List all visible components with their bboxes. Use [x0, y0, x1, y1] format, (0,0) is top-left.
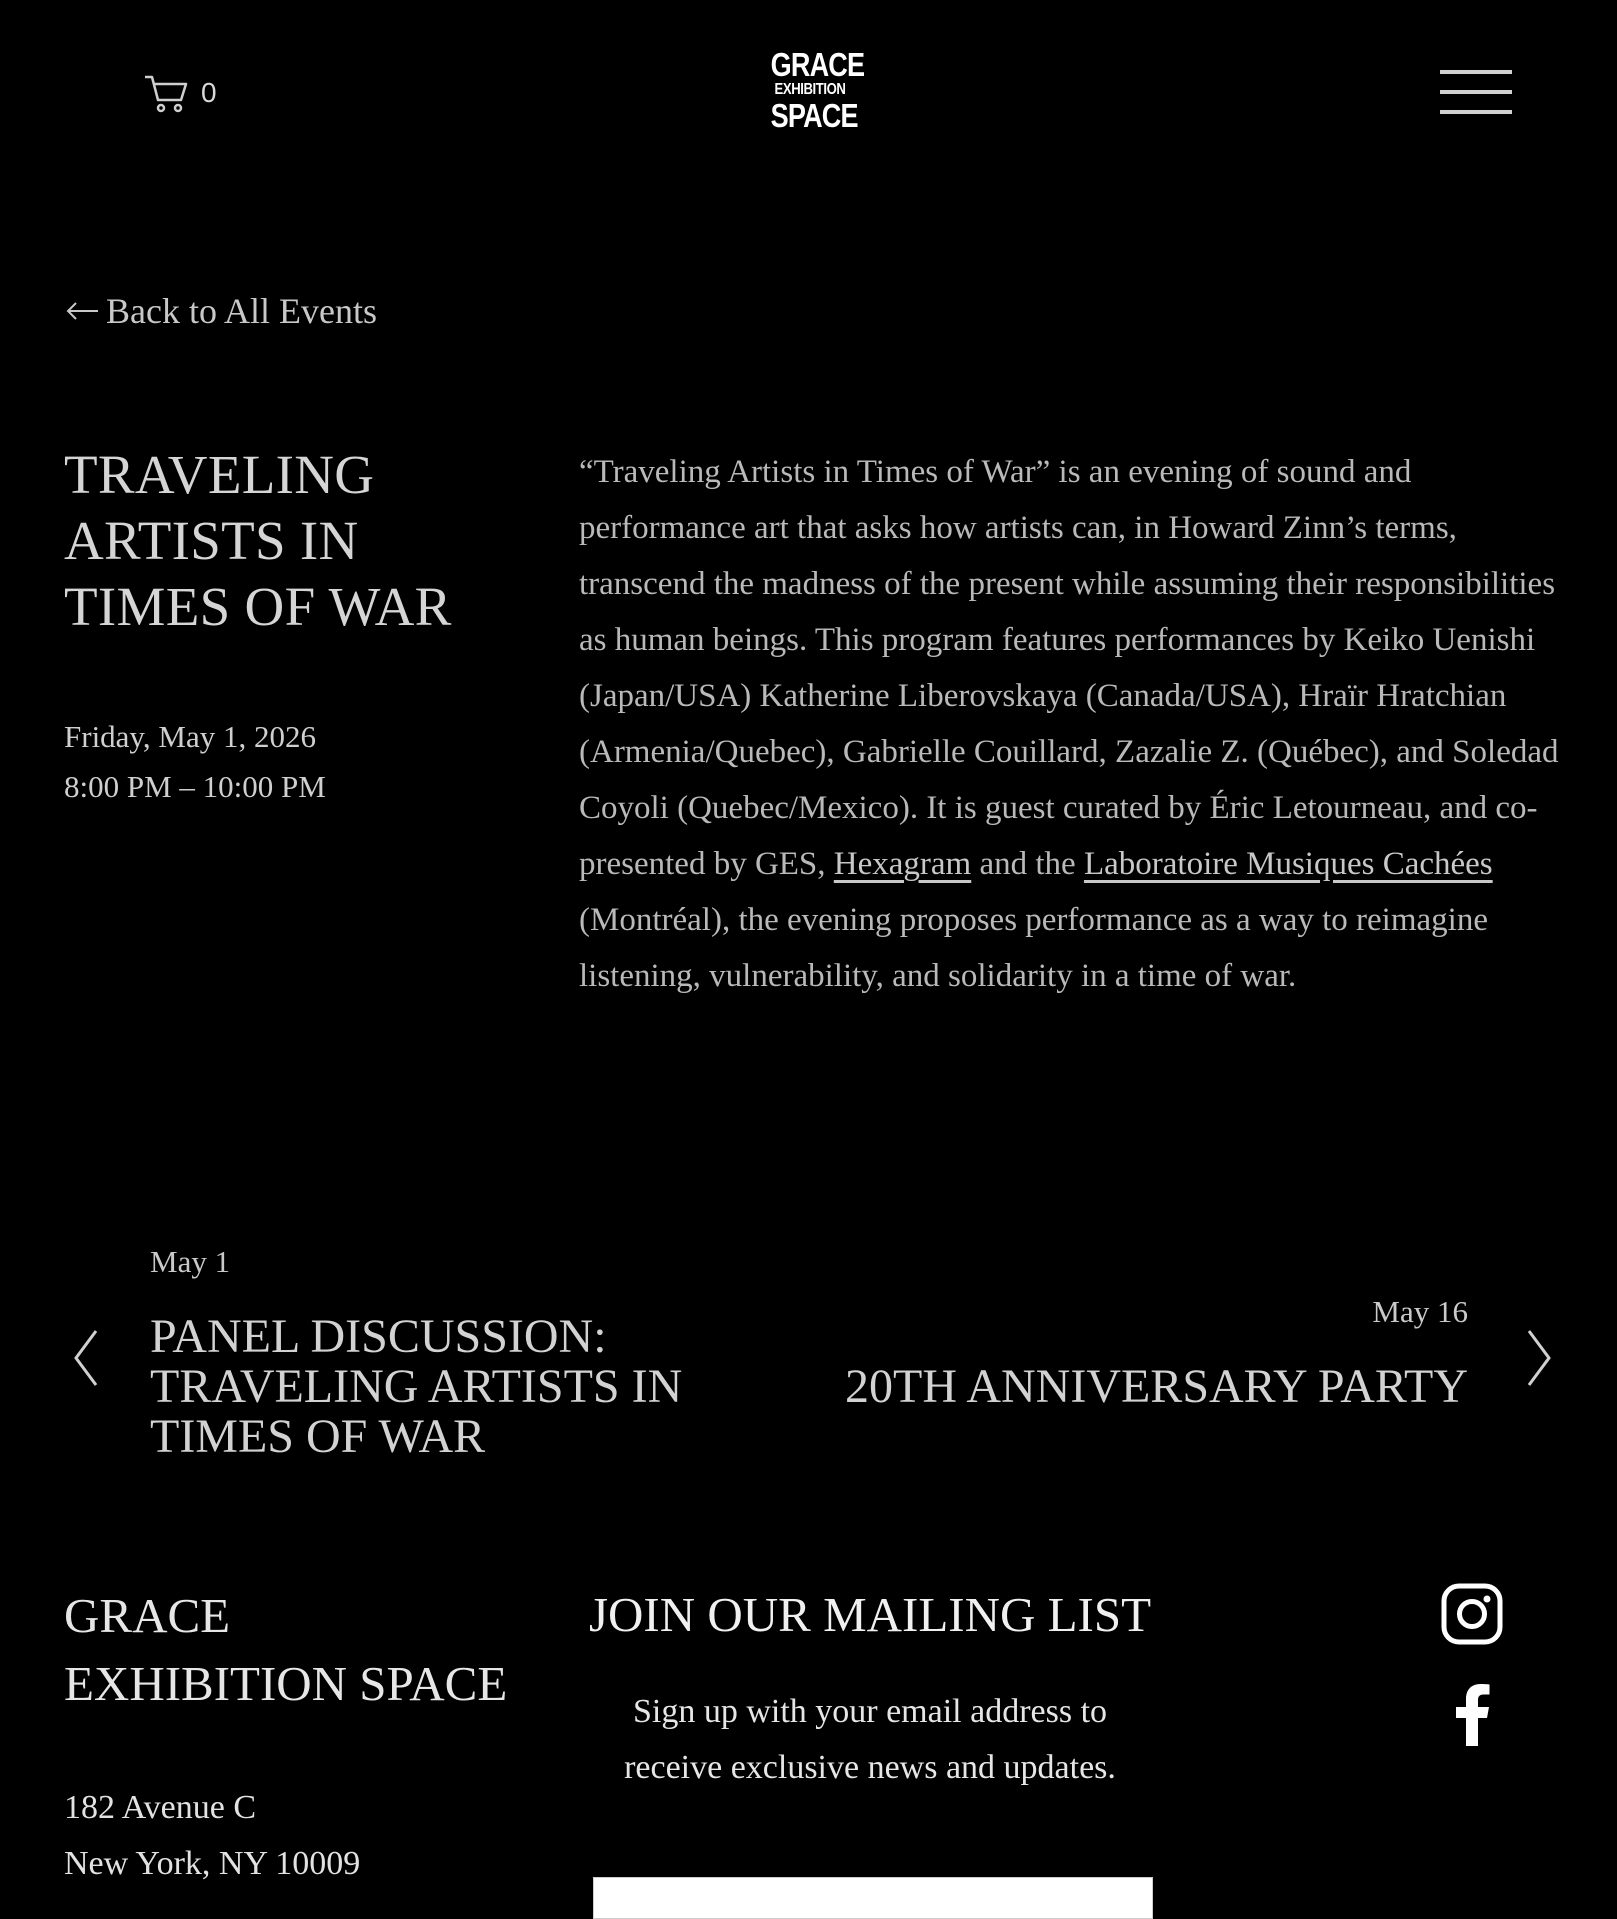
- chevron-right-icon: [1525, 1375, 1555, 1392]
- hamburger-menu-button[interactable]: [1440, 70, 1512, 114]
- mailing-list-text: [560, 1684, 1180, 1796]
- description-text: and the: [971, 846, 1084, 882]
- site-logo[interactable]: [762, 46, 865, 134]
- footer-name-line-2: EXHIBITION SPACE: [64, 1656, 508, 1711]
- email-input[interactable]: [593, 1877, 1153, 1919]
- mailing-text-line-1: Sign up with your email address to: [632, 1693, 1108, 1730]
- logo-line-1: GRACE: [770, 46, 865, 83]
- back-to-events-link[interactable]: [64, 290, 377, 332]
- laboratoire-link[interactable]: Laboratoire Musiques Cachées: [1083, 846, 1493, 882]
- cart-icon: [143, 73, 191, 113]
- facebook-link[interactable]: [1452, 1682, 1492, 1751]
- description-text: (Montréal), the evening proposes performance as a way to reimagine listening, vulnerability, and solidarity in a time of war.: [579, 902, 1488, 994]
- address-line-1: 182 Avenue C: [64, 1789, 257, 1826]
- cart-count: 0: [201, 77, 217, 108]
- arrow-left-icon: [64, 290, 100, 332]
- instagram-link[interactable]: [1440, 1582, 1504, 1651]
- event-description: [579, 444, 1579, 1004]
- mailing-list-title: JOIN OUR MAILING LIST: [588, 1587, 1152, 1642]
- instagram-icon: [1440, 1633, 1504, 1650]
- logo-line-3: SPACE: [770, 97, 858, 134]
- previous-event-date: May 1: [150, 1244, 231, 1279]
- event-date: Friday, May 1, 2026: [64, 719, 316, 754]
- next-event-arrow[interactable]: [1525, 1328, 1555, 1393]
- logo-line-2: EXHIBITION: [774, 81, 846, 98]
- mailing-text-line-2: receive exclusive news and updates.: [624, 1749, 1116, 1786]
- hexagram-link[interactable]: Hexagram: [833, 846, 972, 882]
- cart-button[interactable]: [143, 73, 217, 113]
- footer-name-line-1: GRACE: [64, 1588, 231, 1643]
- back-link-label: Back to All Events: [106, 291, 377, 331]
- footer-address: [64, 1780, 360, 1892]
- previous-event-arrow[interactable]: [70, 1328, 100, 1393]
- event-title: TRAVELING ARTISTS IN TIMES OF WAR: [64, 444, 452, 637]
- footer-site-name: [64, 1582, 544, 1718]
- event-time: 8:00 PM – 10:00 PM: [64, 769, 326, 804]
- previous-event-title[interactable]: PANEL DISCUSSION: TRAVELING ARTISTS IN TIMES OF WAR: [150, 1310, 683, 1463]
- chevron-left-icon: [70, 1375, 100, 1392]
- facebook-icon: [1452, 1733, 1492, 1750]
- address-line-2: New York, NY 10009: [64, 1845, 361, 1882]
- next-event-title[interactable]: 20TH ANNIVERSARY PARTY: [845, 1360, 1468, 1413]
- event-datetime: [64, 712, 326, 812]
- next-event-date: May 16: [1372, 1294, 1468, 1329]
- description-text: “Traveling Artists in Times of War” is an evening of sound and performance art that asks how artists can, in Howard Zinn’s terms, transcend the madness of the present while assuming their responsibilities as human beings. This program features performances by Keiko Uenishi (Japan/USA) Katherine Liberovskaya (Canada/USA), Hraïr Hratchian (Armenia/Quebec), Gabrielle Couillard, Zazalie Z. (Québec), and Soledad Coyoli (Quebec/Mexico). It is guest curated by Éric Letourneau, and co-presented by GES,: [579, 454, 1559, 882]
